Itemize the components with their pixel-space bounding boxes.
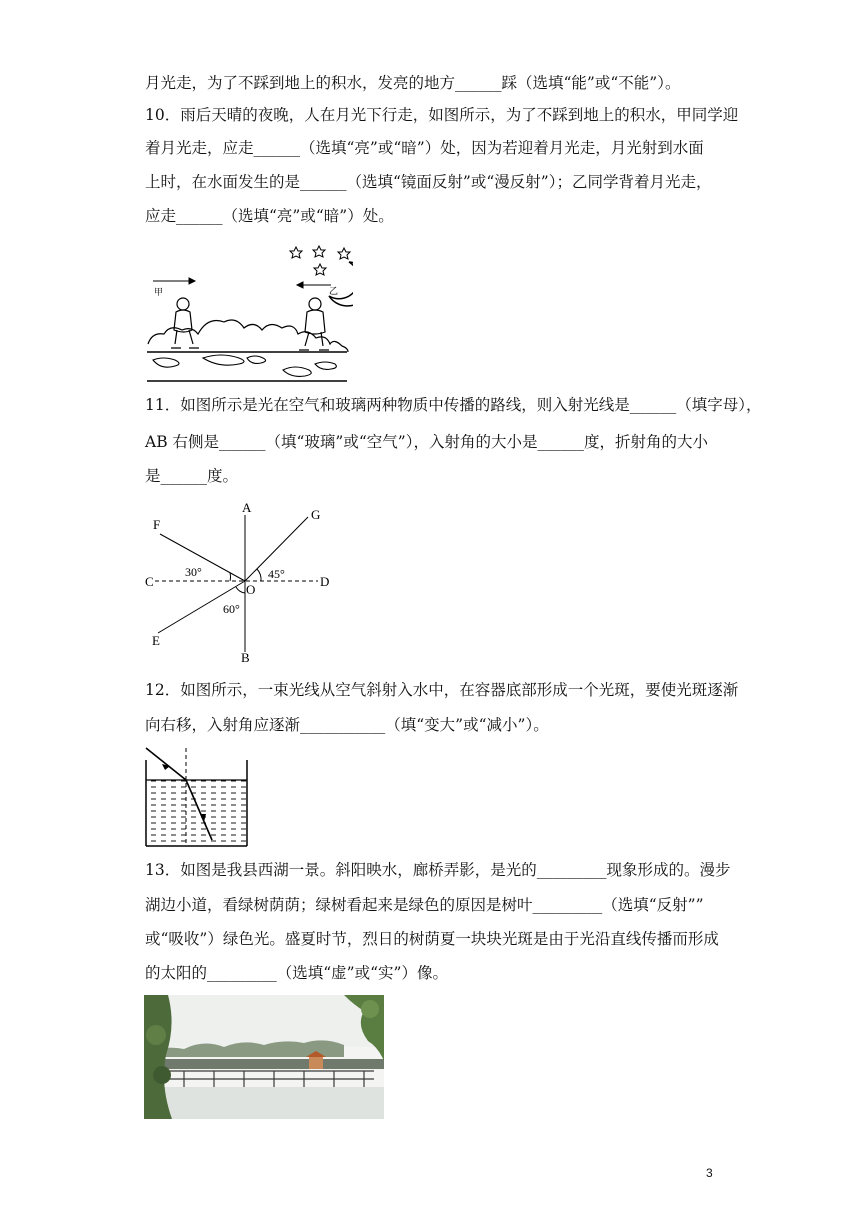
q10-line-2: 着月光走，应走______（选填“亮”或“暗”）处，因为若迎着月光走，月光射到水面 [145,139,704,157]
q10-line-4: 应走______（选填“亮”或“暗”）处。 [145,207,394,225]
angle-30-label: 30° [185,565,202,579]
label-B: B [241,650,250,665]
fig11-refraction-diagram [140,497,340,667]
label-jia: 甲 [154,287,164,297]
q13-line-4: 的太阳的_________（选填“虚”或“实”）像。 [145,964,448,982]
label-A: A [242,500,252,515]
label-G: G [311,507,321,522]
page-number: 3 [706,1166,713,1180]
q10-line-1: 10．雨后天晴的夜晚，人在月光下行走，如图所示，为了不踩到地上的积水，甲同学迎 [145,106,739,124]
person-jia [171,298,199,348]
q11-line-1: 11．如图所示是光在空气和玻璃两种物质中传播的路线，则入射光线是______（填字母）， [145,396,762,414]
fig12-water-container [140,742,252,850]
q11-line-3: 是______度。 [145,467,239,485]
q11-line-2: AB 右侧是______（填“玻璃”或“空气”），入射角的大小是______度，折射角的大小 [145,433,708,451]
label-F: F [153,517,161,532]
label-E: E [152,633,160,648]
bushes [148,320,348,352]
star-icons [290,246,350,275]
person-yi [299,298,329,350]
angle-60-label: 60° [223,602,240,616]
label-C: C [145,574,154,589]
puddles [153,355,336,376]
arrow-jia-icon [153,278,195,284]
label-yi: 乙 [329,286,339,296]
fig10-night-walk [143,244,353,384]
arrow-yi-icon [297,282,331,288]
q10-line-3: 上时，在水面发生的是______（选填“镜面反射”或“漫反射”）；乙同学背着月光走， [145,173,712,191]
moon-icon [329,262,353,306]
label-O: O [246,582,256,597]
label-D: D [320,574,330,589]
angle-45-label: 45° [268,567,285,581]
q12-line-1: 12．如图所示，一束光线从空气斜射入水中，在容器底部形成一个光斑，要使光斑逐渐 [145,681,739,699]
q13-line-3: 或“吸收”）绿色光。盛夏时节，烈日的树荫夏一块块光斑是由于光沿直线传播而形成 [145,930,719,948]
fig13-west-lake-photo [144,995,384,1119]
q9-tail-line: 月光走，为了不踩到地上的积水，发亮的地方______踩（选填“能”或“不能”）。 [145,74,681,92]
q12-line-2: 向右移，入射角应逐渐___________（填“变大”或“减小”）。 [145,716,549,734]
q13-line-1: 13．如图是我县西湖一景。斜阳映水，廊桥弄影，是光的_________现象形成的。漫步 [145,861,731,879]
q13-line-2: 湖边小道，看绿树荫荫；绿树看起来是绿色的原因是树叶_________（选填“反射”” [145,896,704,914]
